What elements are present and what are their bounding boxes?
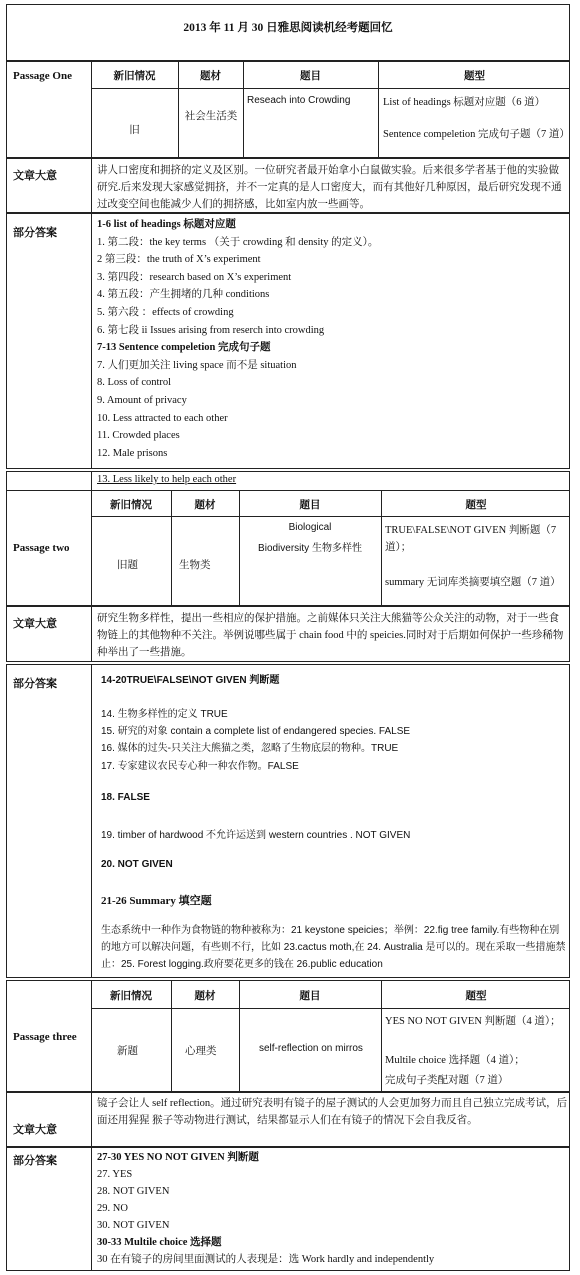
summary-label: 文章大意 xyxy=(13,170,57,182)
passage-one-topic: Reseach into Crowding xyxy=(247,95,351,106)
p1-answer-12: 11. Crowded places xyxy=(97,430,180,442)
passage-two-topic-2: Biodiversity 生物多样性 xyxy=(258,543,362,554)
p3-answers-label: 部分答案 xyxy=(13,1155,57,1167)
passage-three-table xyxy=(6,980,570,1092)
p2-header-topic: 题目 xyxy=(299,500,321,511)
p3-answer-1: 27. YES xyxy=(97,1169,133,1180)
passage-two-type-1: TRUE\FALSE\NOT GIVEN 判断题（7 道）； xyxy=(385,525,557,553)
passage-one-material: 社会生活类 xyxy=(184,111,238,122)
p2-answer-19: 19. timber of hardwood 不允许运送到 western countries . NOT GIVEN xyxy=(101,830,411,841)
p2-header-type: 题型 xyxy=(465,500,487,511)
passage-two-name: Passage two xyxy=(13,542,70,554)
p3-answer-4: 30. NOT GIVEN xyxy=(97,1220,170,1231)
p1-answer-6: 6. 第七段 ii Issues arising from reserch into crowding xyxy=(97,324,325,336)
passage-one-summary-text: 讲人口密度和拥挤的定义及区别。一位研究者最开始拿小白鼠做实验。后来很多学者基于他的实验做研究.后来发现大家感觉拥挤，并不一定真的是人口密度大，而有其他好几种原因，最后研究发现不通过改变空间也能减少人们的拥挤感，比如室内放一些画等。 xyxy=(97,165,562,210)
p2-answer-20: 20. NOT GIVEN xyxy=(101,859,173,870)
passage-three-summary-text: 镜子会让人 self reflection。通过研究表明有镜子的屋子测试的人会更加努力而且自己独立完成考试，后面还用猩猩 猴子等动物进行测试，结果都显示人们在有镜子的情况下会自我反省。 xyxy=(97,1098,568,1126)
p2-answers-head: 14-20TRUE\FALSE\NOT GIVEN 判断题 xyxy=(101,675,280,686)
p1-answer-3: 3. 第四段：research based on X’s experiment xyxy=(97,271,292,283)
header-new-old: 新旧情况 xyxy=(113,71,156,82)
p3-header-type: 题型 xyxy=(465,991,487,1002)
p3-summary-label: 文章大意 xyxy=(13,1124,57,1136)
page-title: 2013 年 11 月 30 日雅思阅读机经考题回忆 xyxy=(183,22,393,34)
p1-answer-8: 7. 人们更加关注 living space 而不是 situation xyxy=(97,359,297,371)
p1-answer-7: 7-13 Sentence compeletion 完成句子题 xyxy=(97,342,271,354)
p3-answer-0: 27-30 YES NO NOT GIVEN 判断题 xyxy=(97,1152,259,1163)
passage-two-table xyxy=(6,471,570,606)
p3-header-new-old: 新旧情况 xyxy=(110,991,152,1002)
p2-header-material: 题材 xyxy=(194,500,216,511)
header-type: 题型 xyxy=(464,71,485,82)
passage-two-new-old: 旧题 xyxy=(117,560,138,571)
p3-answer-5: 30-33 Multile choice 选择题 xyxy=(97,1237,222,1248)
p1-answer-11: 10. Less attracted to each other xyxy=(97,412,228,424)
header-material: 题材 xyxy=(200,71,221,82)
p1-answer-13-line: 13. Less likely to help each other xyxy=(97,474,237,485)
passage-three-type-2: Multile choice 选择题（4 道）； xyxy=(385,1055,525,1066)
passage-one-type-2: Sentence compeletion 完成句子题（7 道） xyxy=(383,129,570,140)
p3-header-material: 题材 xyxy=(194,991,216,1002)
p2-answer-16: 16. 媒体的过失-只关注大熊猫之类，忽略了生物底层的物种。TRUE xyxy=(101,743,399,754)
passage-one-type-1: List of headings 标题对应题（6 道） xyxy=(383,97,546,108)
p1-answer-2: 2 第三段：the truth of X’s experiment xyxy=(97,254,261,266)
passage-one-new-old: 旧 xyxy=(129,125,140,136)
p3-answer-3: 29. NO xyxy=(97,1203,128,1214)
p1-answer-5: 5. 第六段 ：effects of crowding xyxy=(97,306,234,318)
passage-three-type-1: YES NO NOT GIVEN 判断题（4 道）； xyxy=(385,1016,561,1027)
p2-summary-label: 文章大意 xyxy=(13,618,57,630)
passage-three-material: 心理类 xyxy=(185,1046,217,1057)
passage-three-name: Passage three xyxy=(13,1031,77,1043)
passage-two-summary xyxy=(6,606,570,662)
passage-one-answers xyxy=(6,213,570,469)
title-block xyxy=(6,4,570,61)
passage-two-summary-text: 研究生物多样性，提出一些相应的保护措施。之前媒体只关注大熊猫等公众关注的动物，对于一些食物链上的其他物种不关注。举例说哪些属于 chain food 中的 speicies.同时对于后期如何保护一些珍稀物种举出了一些措施。 xyxy=(97,613,564,658)
p3-header-topic: 题目 xyxy=(299,991,321,1002)
p3-answer-2: 28. NOT GIVEN xyxy=(97,1186,170,1197)
p2-answer-18: 18. FALSE xyxy=(101,792,150,803)
passage-two-material: 生物类 xyxy=(179,560,211,571)
p2-answers-label: 部分答案 xyxy=(13,678,57,690)
passage-three-topic: self-reflection on mirros xyxy=(259,1043,363,1054)
p2-answer-17: 17. 专家建议农民专心种一种农作物。FALSE xyxy=(101,761,299,772)
p1-answer-13: 12. Male prisons xyxy=(97,447,168,459)
p2-header-new-old: 新旧情况 xyxy=(110,500,152,511)
p1-answer-9: 8. Loss of control xyxy=(97,377,172,389)
passage-two-type-2: summary 无词库类摘要填空题（7 道） xyxy=(385,577,561,588)
passage-one-table xyxy=(6,61,570,158)
passage-two-answers xyxy=(6,664,570,978)
p1-answer-1: 1. 第二段：the key terms （关于 crowding 和 density 的定义）。 xyxy=(97,236,379,248)
passage-two-topic-1: Biological xyxy=(288,522,332,533)
p1-answer-10: 9. Amount of privacy xyxy=(97,394,187,406)
p2-summary-text: 生态系统中一种作为食物链的物种被称为：21 keystone speicies；举例：22.fig tree family.有些物种在别的地方可以解决问题，有些则不行，比如 23.cactus moth,在 24. Australia 是可以的。现在采取一些措施禁止：25. Forest logging.政府要花更多的钱在 26.public education xyxy=(101,925,566,970)
p3-answer-6: 30 在有镜子的房间里面测试的人表现是：选 Work hardly and independently xyxy=(97,1254,435,1265)
p1-answer-4: 4. 第五段：产生拥堵的几种 conditions xyxy=(97,289,270,301)
p1-answer-0: 1-6 list of headings 标题对应题 xyxy=(97,219,236,230)
passage-three-answers xyxy=(6,1147,570,1271)
passage-one-name: Passage One xyxy=(13,70,72,82)
passage-three-type-3: 完成句子类配对题（7 道） xyxy=(385,1075,509,1086)
p2-answer-15: 15. 研究的对象 contain a complete list of endangered species. FALSE xyxy=(101,726,411,737)
answers-label: 部分答案 xyxy=(13,227,57,239)
passage-one-summary xyxy=(6,158,570,213)
p2-answer-14: 14. 生物多样性的定义 TRUE xyxy=(101,709,228,720)
passage-three-new-old: 新题 xyxy=(117,1046,138,1057)
p2-summary-head: 21-26 Summary 填空题 xyxy=(101,895,212,907)
passage-three-summary xyxy=(6,1092,570,1147)
header-topic: 题目 xyxy=(300,71,321,82)
